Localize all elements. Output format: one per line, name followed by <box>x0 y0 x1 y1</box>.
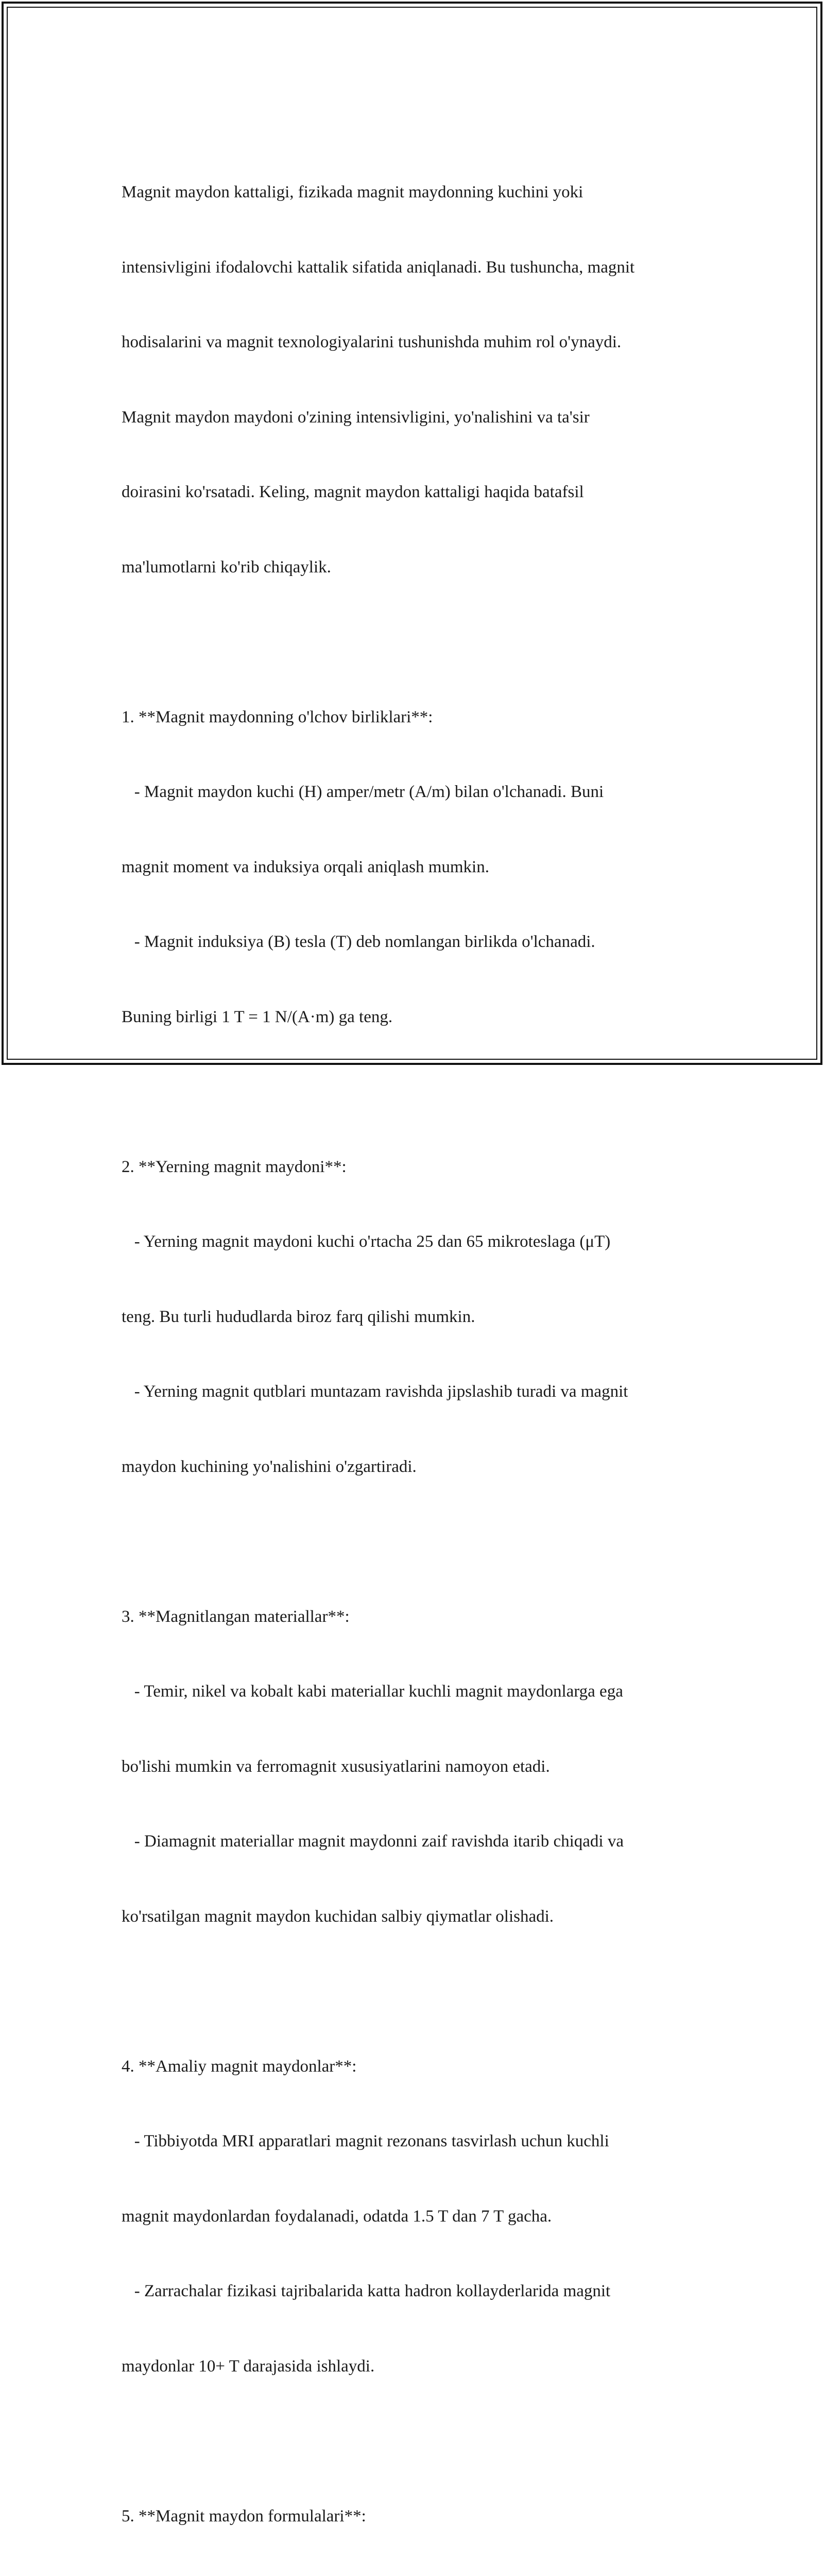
section-heading: 2. **Yerning magnit maydoni**: <box>122 1157 347 1176</box>
text-line: ma'lumotlarni ko'rib chiqaylik. <box>122 557 331 577</box>
text-line: doirasini ko'rsatadi. Keling, magnit maydon kattaligi haqida batafsil <box>122 483 584 501</box>
section-heading: 1. **Magnit maydonning o'lchov birliklari**: <box>122 707 433 726</box>
text-line: - Tibbiyotda MRI apparatlari magnit rezonans tasvirlash uchun kuchli <box>122 2132 609 2150</box>
text-line: - Magnit maydon kuchi (H) amper/metr (A/m) bilan o'lchanadi. Buni <box>122 783 604 801</box>
blank-line <box>122 2429 714 2454</box>
blank-line <box>122 1979 714 2004</box>
text-line: - Yerning magnit maydoni kuchi o'rtacha 25 dan 65 mikroteslaga (μT) <box>122 1232 611 1251</box>
text-line: Magnit maydon kattaligi, fizikada magnit maydonning kuchini yoki <box>122 183 583 201</box>
blank-line <box>122 1079 714 1105</box>
text-line: Buning birligi 1 T = 1 N/(A·m) ga teng. <box>122 1007 393 1026</box>
text-line: ko'rsatilgan magnit maydon kuchidan salbiy qiymatlar olishadi. <box>122 1907 554 1926</box>
text-line: hodisalarini va magnit texnologiyalarini tushunishda muhim rol o'ynaydi. <box>122 333 622 351</box>
section-heading: 4. **Amaliy magnit maydonlar**: <box>122 2057 357 2076</box>
text-line: Magnit maydon maydoni o'zining intensivligini, yo'nalishini va ta'sir <box>122 408 590 427</box>
text-line: intensivligini ifodalovchi kattalik sifatida aniqlanadi. Bu tushuncha, magnit <box>122 258 635 277</box>
text-line: - Diamagnit materiallar magnit maydonni zaif ravishda itarib chiqadi va <box>122 1832 624 1851</box>
text-line: - Yerning magnit qutblari muntazam ravishda jipslashib turadi va magnit <box>122 1382 628 1401</box>
text-line: - Temir, nikel va kobalt kabi materiallar kuchli magnit maydonlarga ega <box>122 1682 623 1701</box>
text-line: bo'lishi mumkin va ferromagnit xususiyatlarini namoyon etadi. <box>122 1757 550 1776</box>
blank-line <box>122 630 714 655</box>
text-line: maydon kuchining yo'nalishini o'zgartiradi. <box>122 1457 417 1476</box>
blank-line <box>122 1529 714 1554</box>
text-line: teng. Bu turli hududlarda biroz farq qilishi mumkin. <box>122 1307 475 1326</box>
text-line: - Zarrachalar fizikasi tajribalarida katta hadron kollayderlarida magnit <box>122 2282 611 2300</box>
text-line: magnit maydonlardan foydalanadi, odatda 1.5 T dan 7 T gacha. <box>122 2207 552 2226</box>
document-body <box>122 130 714 2576</box>
section-heading: 5. **Magnit maydon formulalari**: <box>122 2506 366 2526</box>
text-line: maydonlar 10+ T darajasida ishlaydi. <box>122 2357 375 2376</box>
section-heading: 3. **Magnitlangan materiallar**: <box>122 1607 350 1626</box>
text-line: magnit moment va induksiya orqali aniqlash mumkin. <box>122 857 489 876</box>
text-line: - Magnit induksiya (B) tesla (T) deb nomlangan birlikda o'lchanadi. <box>122 933 595 951</box>
